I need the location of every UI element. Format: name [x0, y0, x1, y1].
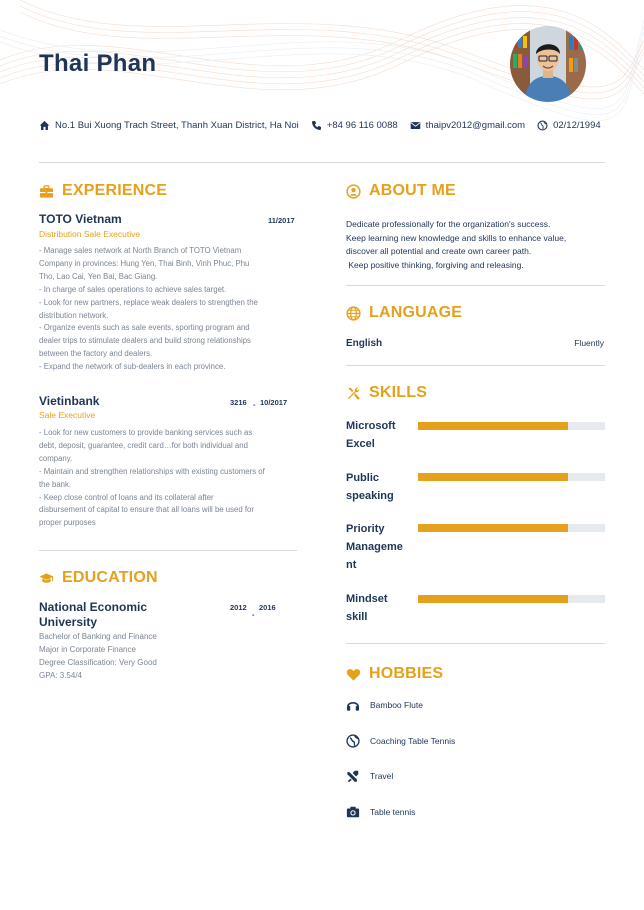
skill-level-fill: [418, 473, 568, 481]
job-description-line: company.: [39, 453, 73, 463]
phone-icon: [311, 120, 322, 131]
contact-phone-text: +84 96 116 0088: [326, 119, 398, 131]
skills-heading: [346, 384, 427, 402]
job-description-line: - Expand the network of sub-dealers in each province.: [39, 362, 226, 372]
job-description-line: debt, deposit, guarantee, credit card…for both individual and: [39, 440, 248, 450]
hobby-text: Coaching Table Tennis: [370, 736, 456, 746]
profile-photo-illustration: [510, 26, 586, 102]
education-date-end: 2016: [259, 603, 276, 612]
tools-icon: [346, 386, 361, 401]
skill-name: [346, 520, 403, 574]
about-text: [346, 218, 566, 272]
job-description-line: - In charge of sales operations to achieve sales target.: [39, 284, 227, 294]
education-detail: Major in Corporate Finance: [39, 645, 136, 654]
job-description-line: proper purposes: [39, 518, 96, 528]
about-line: Dedicate professionally for the organization's success.: [346, 219, 551, 229]
skill-name-line: Priority: [346, 523, 385, 535]
heart-icon: [346, 667, 361, 682]
briefcase-icon: [39, 184, 54, 199]
language-divider: [346, 365, 605, 366]
home-icon: [39, 120, 50, 131]
job-date-separator: -: [253, 400, 256, 409]
job-description: [39, 427, 265, 530]
school-name-line: National Economic: [39, 600, 148, 614]
hobby-item: [346, 769, 393, 783]
job-description-line: - Organize events such as sale events, sporting program and: [39, 323, 250, 333]
skill-name-line: Excel: [346, 438, 375, 450]
school-name: [39, 600, 147, 629]
contact-birthdate: [537, 120, 601, 131]
contact-email-text: thaipv2012@gmail.com: [425, 119, 526, 131]
language-name: English: [346, 338, 383, 349]
profile-photo: [510, 26, 586, 102]
job-role: Distribution Sale Executive: [39, 229, 141, 239]
job-description-line: Tho, Lao Cai, Yen Bai, Bac Giang.: [39, 271, 158, 281]
hobbies-heading: [346, 665, 443, 683]
contact-birthdate-text: 02/12/1994: [553, 119, 601, 131]
job-description-line: distribution network.: [39, 310, 109, 320]
skill-name-line: speaking: [346, 490, 394, 502]
job-date: 11/2017: [268, 216, 295, 225]
skill-level-bar: [418, 595, 605, 603]
education-date-separator: -: [252, 610, 255, 619]
job-description-line: - Manage sales network at North Branch of TOTO Vietnam: [39, 246, 242, 255]
contact-address: [39, 120, 299, 131]
skill-name-line: skill: [346, 611, 368, 623]
skill-level-bar: [418, 473, 605, 481]
hobby-text: Travel: [370, 771, 394, 781]
experience-heading: [39, 182, 167, 200]
education-heading: [39, 569, 158, 587]
education-detail: GPA: 3.54/4: [39, 671, 82, 680]
job-description-line: - Look for new partners, replace weak dealers to strengthen the: [39, 297, 258, 307]
hobby-item: [346, 805, 415, 819]
job-date-start: 3216: [230, 398, 247, 407]
language-title: LANGUAGE: [369, 304, 463, 321]
about-line: discover all potential and create own career path.: [346, 246, 532, 257]
skill-name-line: nt: [346, 559, 357, 571]
skills-title: SKILLS: [369, 384, 428, 401]
about-heading: [346, 182, 456, 200]
education-detail: Degree Classification: Very Good: [39, 658, 157, 667]
skills-divider: [346, 643, 605, 644]
skill-name-line: Public: [346, 472, 380, 484]
skill-name: [346, 590, 388, 626]
education-date-start: 2012: [230, 603, 247, 612]
globe-icon: [346, 306, 361, 321]
skill-name: [346, 469, 394, 505]
table-tennis-icon: [346, 734, 360, 748]
graduation-cap-icon: [39, 571, 54, 586]
contact-phone[interactable]: [311, 120, 398, 131]
skill-level-fill: [418, 524, 568, 532]
experience-divider: [39, 550, 297, 551]
skill-name-line: Microsoft: [346, 420, 396, 432]
job-description-line: the bank.: [39, 479, 72, 489]
job-date-end: 10/2017: [260, 398, 288, 407]
skill-name-line: Mindset: [346, 593, 388, 605]
skill-name: [346, 417, 396, 453]
contact-bar: [39, 118, 609, 132]
experience-title: EXPERIENCE: [62, 182, 168, 199]
job-description-line: Company in provinces: Hung Yen, Thai Binh, Vinh Phuc, Phu: [39, 258, 250, 268]
contact-address-text: No.1 Bui Xuong Trach Street, Thanh Xuan District, Ha Noi: [55, 119, 299, 131]
globe-icon: [537, 120, 548, 131]
language-heading: [346, 304, 462, 322]
job-description-line: dealer trips to stimulate dealers and build strong relationships: [39, 336, 251, 346]
headphones-icon: [346, 698, 360, 712]
candidate-name: Thai Phan: [39, 50, 157, 77]
language-level: Fluently: [574, 338, 604, 348]
skill-level-bar: [418, 422, 605, 430]
job-description-line: - Look for new customers to provide banking services such as: [39, 428, 253, 437]
education-details: [39, 630, 157, 682]
hobby-item: [346, 698, 423, 712]
user-circle-icon: [346, 184, 361, 199]
skill-level-fill: [418, 422, 568, 430]
education-detail: Bachelor of Banking and Finance: [39, 632, 157, 641]
job-description: [39, 245, 258, 374]
job-role: Sale Executive: [39, 410, 96, 420]
job-description-line: - Maintain and strengthen relationships with existing customers of: [39, 466, 265, 476]
school-name-line: University: [39, 614, 98, 629]
about-line: Keep positive thinking, forgiving and releasing.: [346, 259, 524, 270]
header-divider: [39, 162, 605, 163]
contact-email[interactable]: [410, 120, 525, 131]
plane-icon: [346, 769, 360, 783]
skill-level-fill: [418, 595, 568, 603]
camera-icon: [346, 805, 360, 819]
about-title: ABOUT ME: [369, 182, 456, 199]
job-description-line: between the factory and dealers.: [39, 349, 153, 359]
envelope-icon: [410, 120, 421, 131]
hobby-text: Table tennis: [370, 807, 416, 817]
job-description-line: - Keep close control of loans and its collateral after: [39, 492, 214, 502]
skill-name-line: Manageme: [346, 541, 403, 553]
about-line: Keep learning new knowledge and skills to enhance value,: [346, 232, 567, 243]
education-title: EDUCATION: [62, 569, 158, 586]
hobby-item: [346, 734, 455, 748]
about-divider: [346, 285, 605, 286]
hobby-text: Bamboo Flute: [370, 700, 423, 710]
job-company: TOTO Vietnam: [39, 212, 122, 226]
skill-level-bar: [418, 524, 605, 532]
job-description-line: disbursement of capital to ensure that all loans will be used for: [39, 505, 254, 515]
job-company: Vietinbank: [39, 394, 100, 408]
hobbies-title: HOBBIES: [369, 665, 444, 682]
